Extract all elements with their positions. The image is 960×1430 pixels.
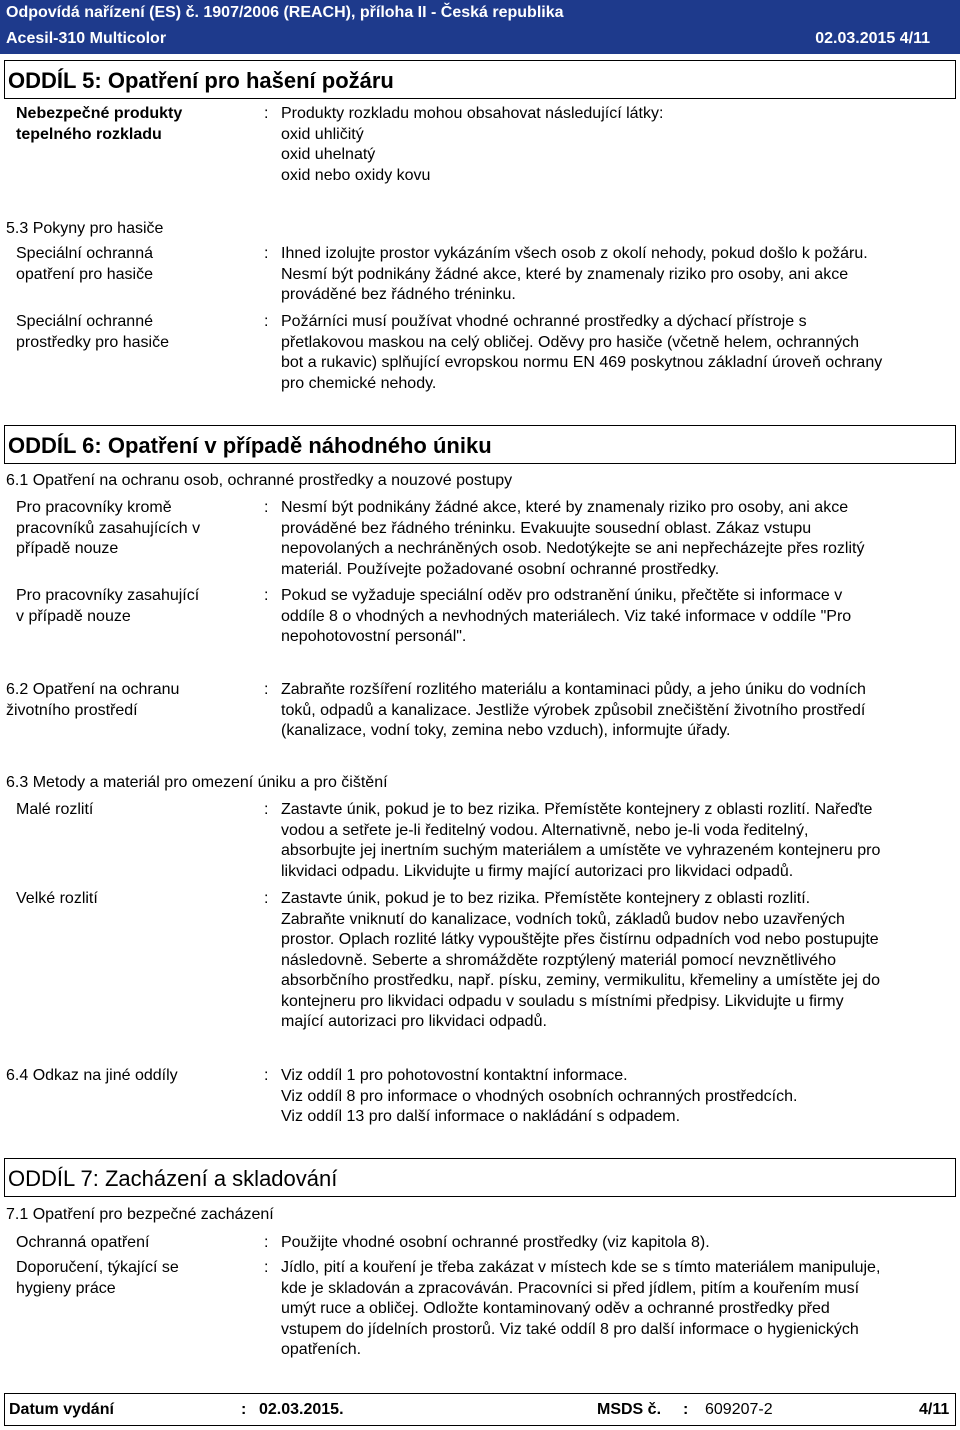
emergency-label: Pro pracovníky zasahující v případě nouze xyxy=(16,587,200,625)
subsection-6-3: 6.3 Metody a materiál pro omezení úniku a pro čištění xyxy=(6,774,388,791)
non-emergency-label: Pro pracovníky kromě pracovníků zasahujících v případě nouze xyxy=(16,499,201,557)
regulation-line: Odpovídá nařízení (ES) č. 1907/2006 (REACH), příloha II - Česká republika xyxy=(6,4,564,21)
issue-date: 02.03.2015. xyxy=(259,1401,344,1418)
protective-measures-label: Ochranná opatření xyxy=(16,1234,150,1251)
special-equipment-value: Požárníci musí používat vhodné ochranné prostředky a dýchací přístroje s přetlakovou maskou na celý obličej. Oděvy pro hasiče (včetně helem, ochranných bot a rukavic) splňující evropskou normu EN 469 poskytnou základní úroveň ochrany pro chemické nehody. xyxy=(281,313,883,392)
hygiene-value: Jídlo, pití a kouření je třeba zakázat v místech kde se s tímto materiálem manipuluje, kde je skladován a zpracováván. Pracovníci si před jídlem, pitím a kouřením musí umýt ruce a obličej. Odložte kontaminovaný oděv a ochranné prostředky před vstupem do jídelních prostorů. Viz také oddíl 8 pro další informace o hygienických opatřeních. xyxy=(281,1259,881,1358)
document-header xyxy=(0,0,960,54)
large-spill-value: Zastavte únik, pokud je to bez rizika. Přemístěte kontejnery z oblasti rozlití. Zabraňte vniknutí do kanalizace, vodních toků, základů budov nebo uzavřených prostor. Oplach rozlité látky vypouštějte přes čistírnu odpadních vod nebo postupujte následovně. Seberte a shromážděte rozptýlený materiál pomocí nevznětlivého absorbčního prostředku, např. písku, zeminy, vermikulitu, křemeliny a umístěte jej do kontejneru pro likvidaci odpadu v souladu s místními předpisy. Likvidujte u firmy mající autorizaci pro likvidaci odpadů. xyxy=(281,890,881,1030)
large-spill-label: Velké rozlití xyxy=(16,890,98,907)
colon: : xyxy=(264,1234,269,1251)
colon: : xyxy=(264,1259,269,1276)
environment-label: 6.2 Opatření na ochranu životního prostředí xyxy=(6,681,180,719)
colon: : xyxy=(264,801,269,818)
colon: : xyxy=(264,681,269,698)
colon: : xyxy=(683,1401,689,1418)
document-footer xyxy=(4,1393,956,1426)
special-measures-value: Ihned izolujte prostor vykázáním všech osob z okolí nehody, pokud došlo k požáru. Nesmí být podnikány žádné akce, které by znamenaly riziko pro osoby, ani akce prováděné bez řádného tréninku. xyxy=(281,245,868,303)
colon: : xyxy=(241,1401,247,1418)
references-value: Viz oddíl 1 pro pohotovostní kontaktní informace. Viz oddíl 8 pro informace o vhodných osobních ochranných prostředcích. Viz oddíl 13 pro další informace o nakládání s odpadem. xyxy=(281,1067,798,1125)
issue-date-label: Datum vydání xyxy=(9,1401,114,1418)
section-5-title: ODDÍL 5: Opatření pro hašení požáru xyxy=(4,60,956,99)
subsection-6-1: 6.1 Opatření na ochranu osob, ochranné prostředky a nouzové postupy xyxy=(6,472,513,489)
colon: : xyxy=(264,245,269,262)
special-measures-label: Speciální ochranná opatření pro hasiče xyxy=(16,245,153,283)
colon: : xyxy=(264,499,269,516)
non-emergency-value: Nesmí být podnikány žádné akce, které by znamenaly riziko pro osoby, ani akce prováděné bez řádného tréninku. Evakuujte sousední oblast. Zákaz vstupu nepovolaných a nechráněných osob. Nedotýkejte se ani nepřecházejte přes rozlitý materiál. Používejte požadované osobní ochranné prostředky. xyxy=(281,499,865,578)
small-spill-label: Malé rozlití xyxy=(16,801,94,818)
msds-number: 609207-2 xyxy=(705,1401,773,1418)
environment-value: Zabraňte rozšíření rozlitého materiálu a kontaminaci půdy, a jeho úniku do vodních toků, odpadů a kanalizace. Jestliže výrobek způsobil znečištění životního prostředí (kanalizace, vodní toky, zemina nebo vzduch), informujte úřady. xyxy=(281,681,866,739)
page-number: 4/11 xyxy=(919,1401,950,1418)
subsection-5-3: 5.3 Pokyny pro hasiče xyxy=(6,220,164,237)
small-spill-value: Zastavte únik, pokud je to bez rizika. Přemístěte kontejnery z oblasti rozlití. Nařeďte vodou a setřete je-li ředitelný vodou. Alternativně, nebo je-li voda ředitelný, absorbujte jej inertním suchým materiálem a umístěte ve vyhrazeném kontejneru pro likvidaci odpadu. Likvidujte u firmy mající autorizaci pro likvidaci odpadů. xyxy=(281,801,881,880)
hygiene-label: Doporučení, týkající se hygieny práce xyxy=(16,1259,179,1297)
colon: : xyxy=(264,1067,269,1084)
hazardous-products-label: Nebezpečné produkty tepelného rozkladu xyxy=(16,105,183,143)
colon: : xyxy=(264,105,269,122)
colon: : xyxy=(264,890,269,907)
emergency-value: Pokud se vyžaduje speciální oděv pro odstranění úniku, přečtěte si informace v oddíle 8 o vhodných a nevhodných materiálech. Viz také informace v oddíle "Pro nepohotovostní personál". xyxy=(281,587,852,645)
special-equipment-label: Speciální ochranné prostředky pro hasiče xyxy=(16,313,169,351)
protective-measures-value: Použijte vhodné osobní ochranné prostředky (viz kapitola 8). xyxy=(281,1234,710,1251)
colon: : xyxy=(264,587,269,604)
section-7-title: ODDÍL 7: Zacházení a skladování xyxy=(4,1158,956,1197)
date-page: 02.03.2015 4/11 xyxy=(815,30,930,47)
hazardous-products-value: Produkty rozkladu mohou obsahovat následující látky: oxid uhličitý oxid uhelnatý oxid nebo oxidy kovu xyxy=(281,105,664,184)
product-name: Acesil-310 Multicolor xyxy=(6,30,167,47)
msds-label: MSDS č. xyxy=(597,1401,662,1418)
colon: : xyxy=(264,313,269,330)
section-6-title: ODDÍL 6: Opatření v případě náhodného úniku xyxy=(4,425,956,464)
references-label: 6.4 Odkaz na jiné oddíly xyxy=(6,1067,178,1084)
subsection-7-1: 7.1 Opatření pro bezpečné zacházení xyxy=(6,1206,274,1223)
